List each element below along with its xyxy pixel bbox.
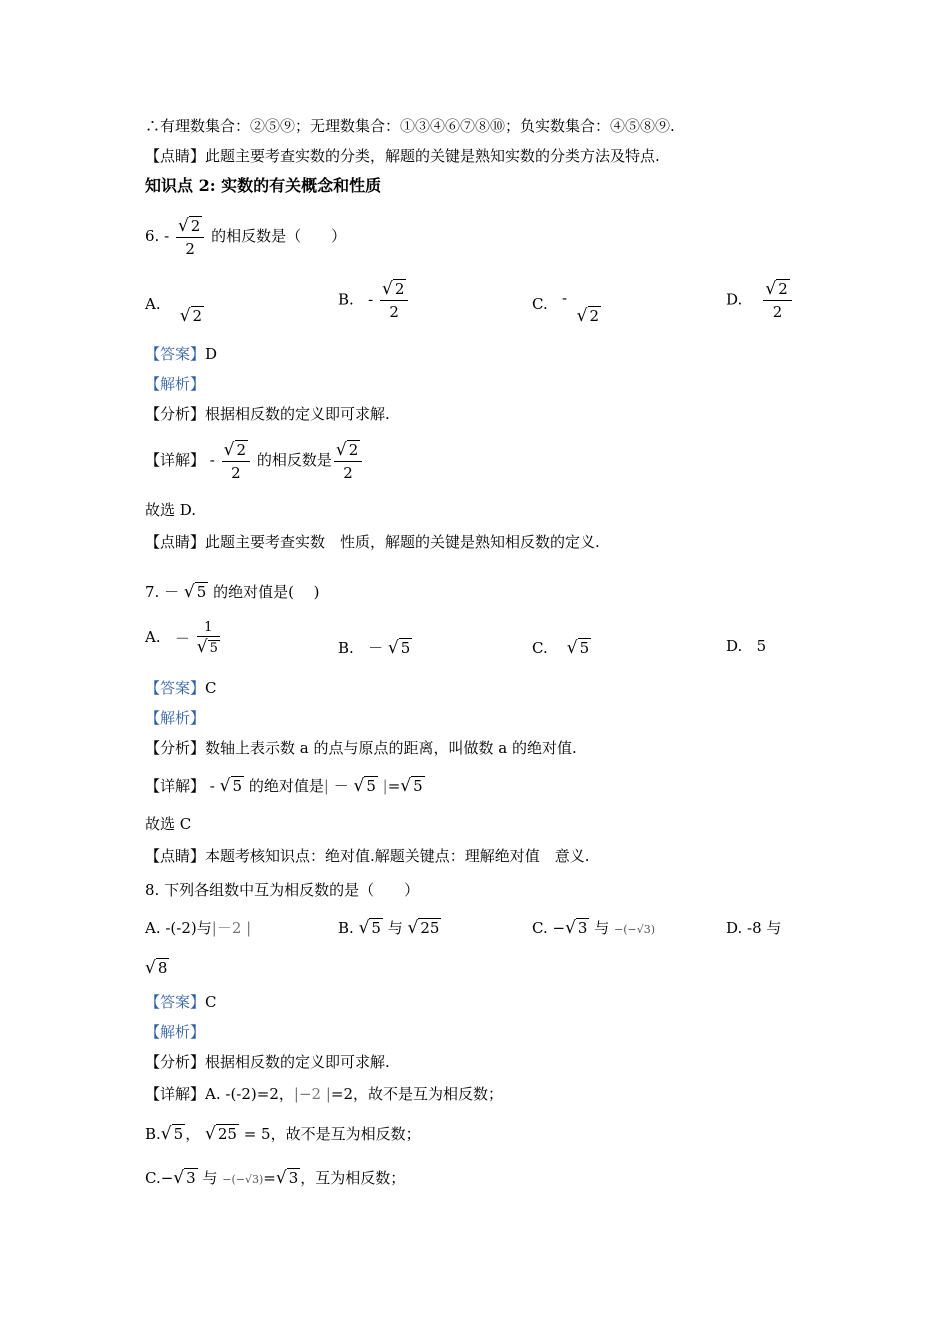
q8-option-c: C. −√ 3 与 −(−√3) bbox=[532, 918, 656, 938]
summary-line: ∴有理数集合：②⑤⑨；无理数集合：①③④⑥⑦⑧⑩；负实数集合：④⑤⑧⑨. bbox=[145, 117, 675, 135]
q8-answer: 【答案】C bbox=[145, 993, 217, 1011]
q6-detail: 【详解】 - $\frac{√ 2}{2}$ 的相反数是 $\frac{√ 2}{2}$ bbox=[145, 436, 364, 484]
q8-detail-b: B.√ 5 ， √ 25 = 5，故不是互为相反数； bbox=[145, 1124, 421, 1144]
q8-fenxi: 【分析】根据相反数的定义即可求解. bbox=[145, 1053, 390, 1071]
q7-fenxi: 【分析】数轴上表示数 a 的点与原点的距离，叫做数 a 的绝对值. bbox=[145, 739, 577, 757]
q7-option-c: C. √ 5 bbox=[532, 638, 590, 658]
q8-option-b: B. √ 5 与 √ 25 bbox=[338, 918, 440, 938]
q6-stem bbox=[145, 212, 346, 260]
q6-option-c: C. - √ 2 bbox=[532, 289, 600, 326]
q6-option-a: A. √ 2 bbox=[145, 295, 203, 326]
q6-option-d: D. $\frac{√ 2}{2}$ bbox=[726, 278, 794, 323]
q7-analysis-tag: 【解析】 bbox=[145, 709, 206, 727]
note-line-1 bbox=[145, 146, 660, 166]
q6-stem-text: 的相反数是（ ） bbox=[211, 227, 347, 245]
q7-option-d: D. 5 bbox=[726, 637, 767, 655]
q6-option-b: B. - $\frac{√ 2}{2}$ bbox=[338, 278, 410, 323]
q8-stem: 8. 下列各组数中互为相反数的是（ ） bbox=[145, 881, 420, 899]
q8-option-d-cont: √ 8 bbox=[145, 958, 168, 978]
q6-choose: 故选 D. bbox=[145, 501, 197, 519]
q6-minus: - bbox=[164, 227, 170, 245]
q6-note: 【点睛】此题主要考查实数 性质，解题的关键是熟知相反数的定义. bbox=[145, 533, 600, 551]
q6-number: 6. bbox=[145, 227, 160, 245]
q7-choose: 故选 C bbox=[145, 815, 192, 833]
q7-answer: 【答案】C bbox=[145, 679, 217, 697]
q6-fenxi: 【分析】根据相反数的定义即可求解. bbox=[145, 405, 390, 423]
section-title: 知识点 2: 实数的有关概念和性质 bbox=[145, 176, 382, 195]
q7-option-a: A. － $\frac{1}{√ 5}$ bbox=[145, 620, 218, 657]
q8-detail-c: C.−√ 3 与 −(−√3)=√ 3 ，互为相反数； bbox=[145, 1168, 406, 1188]
q7-option-b: B. － √ 5 bbox=[338, 638, 411, 658]
q7-note: 【点睛】本题考核知识点：绝对值.解题关键点：理解绝对值 意义. bbox=[145, 847, 590, 865]
q8-detail-a: 【详解】A. -(-2)=2，|−2 |=2，故不是互为相反数； bbox=[145, 1085, 504, 1103]
note-tag: 【点睛】 bbox=[145, 147, 206, 165]
q6-fraction: $\frac{√ 2}{2}$ bbox=[176, 215, 204, 260]
q8-analysis-tag: 【解析】 bbox=[145, 1023, 206, 1041]
q7-stem: 7. － √ 5 的绝对值是( ) bbox=[145, 582, 320, 602]
q8-option-d: D. -8 与 bbox=[726, 919, 782, 937]
q8-option-a: A. -(-2)与|－2 | bbox=[145, 919, 252, 937]
q6-analysis-tag: 【解析】 bbox=[145, 375, 206, 393]
q7-detail: 【详解】 - √ 5 的绝对值是| － √ 5 |=√ 5 bbox=[145, 776, 423, 796]
q6-answer: 【答案】D bbox=[145, 345, 218, 363]
note-text: 此题主要考查实数的分类，解题的关键是熟知实数的分类方法及特点. bbox=[205, 147, 660, 165]
